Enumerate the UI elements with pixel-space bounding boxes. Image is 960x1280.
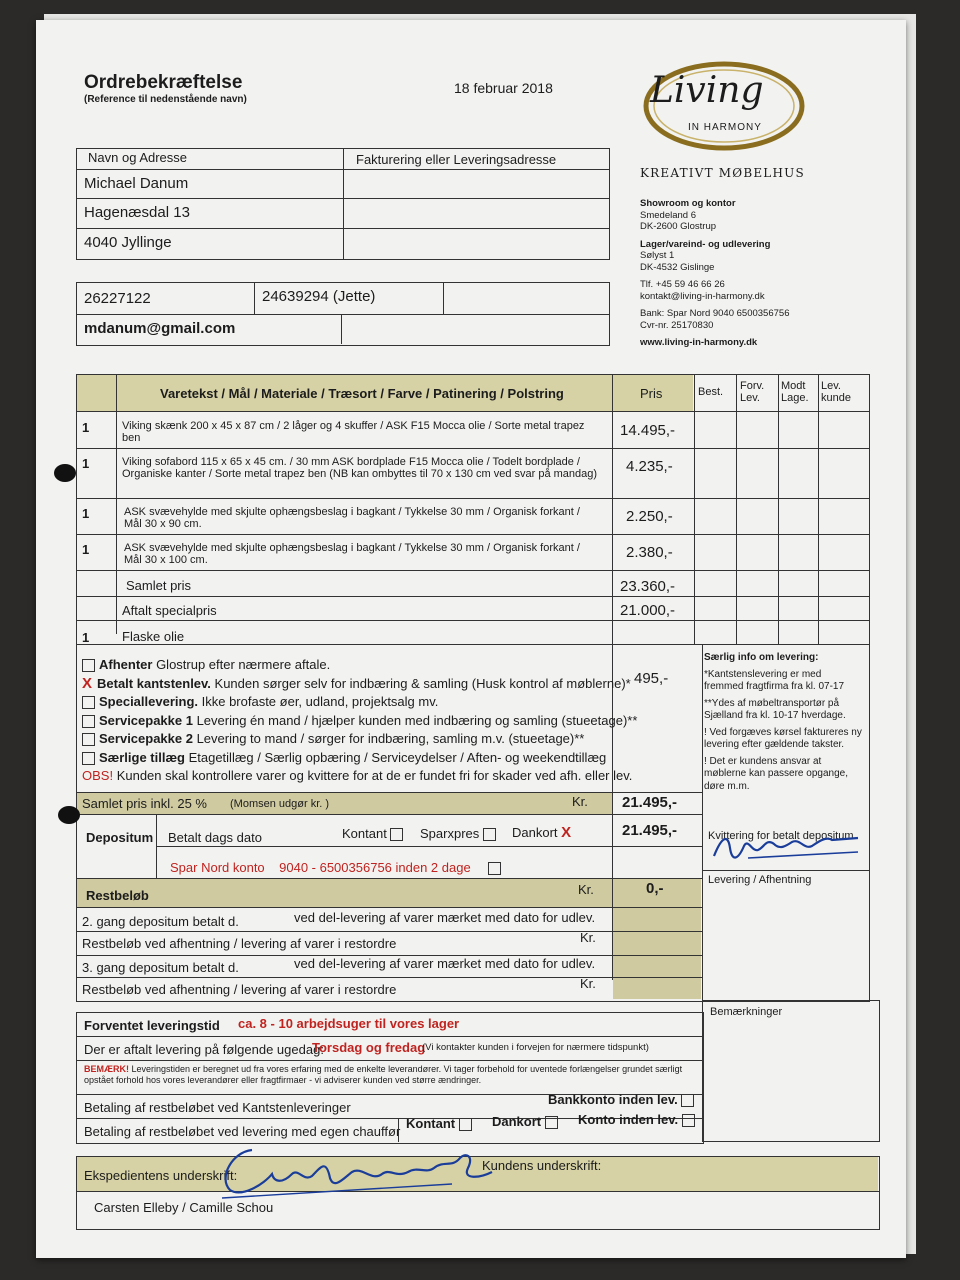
remarks-box (702, 1000, 880, 1142)
customer-name: Michael Danum (84, 175, 189, 192)
item-1-text: Viking skænk 200 x 45 x 87 cm / 2 låger og 4 skuffer / ASK F15 Mocca olie / Sorte metal trapez ben (122, 420, 585, 444)
aftalt-specialpris-label: Aftalt specialpris (122, 603, 217, 618)
company-website: www.living-in-harmony.dk (640, 337, 758, 348)
option-checked-x-mark: X (82, 674, 93, 692)
samlet-pris-value: 23.360,- (620, 578, 676, 595)
sparnord-checkbox[interactable] (488, 862, 501, 875)
payment-curb-label: Betaling af restbeløbet ved Kantstenleveringer (84, 1100, 351, 1115)
logo-word: Living (650, 70, 764, 111)
deposit-kontant-checkbox[interactable] (390, 828, 403, 841)
delivery-info-title: Særlig info om levering: (704, 652, 819, 663)
deposit-sparxpres-checkbox[interactable] (483, 828, 496, 841)
obs-note: OBS! Kunden skal kontrollere varer og kvittere for at de er fundet fri for skader ved afh. eller lev. (82, 768, 633, 783)
company-bank: Bank: Spar Nord 9040 6500356756 (640, 308, 790, 319)
deposit-kontant[interactable]: Kontant (342, 826, 407, 841)
option-servicepakke-2-checkbox[interactable] (82, 733, 95, 746)
deposit-receipt-label: Kvittering for betalt depositum (708, 830, 854, 842)
expected-delivery-label: Forventet leveringstid (84, 1018, 220, 1033)
customer-phone-2: 24639294 (Jette) (262, 288, 376, 305)
item-2-price: 4.235,- (626, 458, 673, 475)
option-servicepakke-1[interactable]: Servicepakke 1 Levering én mand / hjælper kunden med indbæring og samling (stueetage)** (82, 712, 637, 731)
customer-phone-1: 26227122 (84, 290, 151, 307)
payment-konto-checkbox[interactable] (682, 1114, 695, 1127)
deposit-sparxpres[interactable]: Sparxpres (420, 826, 500, 841)
moms-label: Samlet pris inkl. 25 % (82, 796, 207, 811)
deposit-label: Depositum (86, 830, 154, 845)
delivery-price: 495,- (634, 670, 669, 687)
payment-dankort-checkbox[interactable] (545, 1116, 558, 1129)
rest-row-2-kr: Kr. (580, 930, 596, 945)
rest-kr: Kr. (578, 882, 594, 897)
weekday-label: Der er aftalt levering på følgende ugedag: (84, 1042, 324, 1057)
company-contact-block (640, 198, 789, 349)
delivery-note: BEMÆRK! Leveringstiden er beregnet ud fra vores erfaring med de enkelte leverandører. Vi tager forbehold for uventede forlængelser grundet særligt opstået forhold hos vores leverandører eller fragtfirmaer - vi adviserer kunden ved større ændringer. (84, 1064, 683, 1085)
rest-row-3a: 3. gang depositum betalt d. (82, 960, 239, 975)
flaske-olie-label: Flaske olie (122, 629, 185, 644)
document-title: Ordrebekræftelse (84, 72, 243, 93)
aftalt-specialpris-value: 21.000,- (620, 602, 676, 619)
handover-label: Levering / Afhentning (708, 874, 812, 886)
seller-names: Carsten Elleby / Camille Schou (94, 1200, 274, 1215)
items-header-best: Best. (698, 386, 724, 398)
customer-city: 4040 Jyllinge (84, 234, 172, 251)
name-address-label: Navn og Adresse (88, 150, 188, 165)
items-header-description: Varetekst / Mål / Materiale / Træsort / Farve / Patinering / Polstring (160, 386, 564, 401)
item-1-qty: 1 (82, 420, 90, 435)
payment-konto-option[interactable]: Konto inden lev. (578, 1112, 699, 1127)
rest-value: 0,- (646, 880, 664, 897)
order-confirmation-sheet (36, 20, 906, 1258)
seller-signature-label: Ekspedientens underskrift: (84, 1168, 238, 1183)
item-2-qty: 1 (82, 456, 90, 471)
punch-hole-upper (54, 464, 76, 482)
moms-kr: Kr. (572, 794, 588, 809)
option-afhenter[interactable]: Afhenter Glostrup efter nærmere aftale. (82, 656, 637, 675)
delivery-info-4: ! Det er kundens ansvar at møblerne kan passere opgange, døre m.m. (704, 755, 848, 792)
option-afhenter-checkbox[interactable] (82, 659, 95, 672)
items-header-levkunde: Lev. kunde (821, 380, 851, 404)
warehouse-line-2: DK-4532 Gislinge (640, 261, 715, 273)
payment-driver-label: Betaling af restbeløbet ved levering med egen chauffør (84, 1124, 401, 1139)
showroom-line-1: Smedeland 6 (640, 209, 696, 221)
items-header-forv: Forv. Lev. (740, 380, 765, 404)
living-in-harmony-logo (632, 48, 812, 158)
deposit-value: 21.495,- (622, 822, 678, 839)
rest-row-1b: ved del-levering af varer mærket med dato for udlev. (294, 910, 596, 925)
delivery-info-2: **Ydes af møbeltransportør på Sjælland fra kl. 10-17 hverdage. (704, 697, 846, 721)
customer-email: mdanum@gmail.com (84, 320, 236, 337)
seller-signature (212, 1138, 502, 1202)
moms-note: (Momsen udgør kr. ) (230, 798, 330, 810)
moms-total: 21.495,- (622, 794, 678, 811)
billing-address-label: Fakturering eller Leveringsadresse (356, 152, 557, 167)
option-servicepakke-1-checkbox[interactable] (82, 715, 95, 728)
company-phone: Tlf. +45 59 46 66 26 (640, 279, 725, 290)
option-saerlige-tillaeg-checkbox[interactable] (82, 752, 95, 765)
payment-kontant-option[interactable]: Kontant (406, 1116, 476, 1131)
item-4-qty: 1 (82, 542, 90, 557)
delivery-info-3: ! Ved forgæves kørsel faktureres ny levering efter gældende takster. (704, 726, 862, 750)
company-email: kontakt@living-in-harmony.dk (640, 290, 765, 302)
bankkonto-checkbox[interactable] (681, 1094, 694, 1107)
rest-row-1a: 2. gang depositum betalt d. (82, 914, 239, 929)
delivery-options (82, 656, 637, 786)
rest-row-3b: ved del-levering af varer mærket med dato for udlev. (294, 956, 596, 971)
samlet-pris-label: Samlet pris (126, 578, 192, 593)
rest-row-2: Restbeløb ved afhentning / levering af varer i restordre (82, 936, 397, 951)
rest-label: Restbeløb (86, 888, 149, 903)
rest-row-4: Restbeløb ved afhentning / levering af varer i restordre (82, 982, 397, 997)
punch-hole-lower (58, 806, 80, 824)
customer-signature-label: Kundens underskrift: (482, 1158, 602, 1173)
company-cvr: Cvr-nr. 25170830 (640, 319, 714, 331)
items-header-price: Pris (640, 386, 663, 401)
delivery-info-block (704, 652, 862, 793)
sparnord-label: Spar Nord konto (170, 860, 265, 875)
flaske-olie-qty: 1 (82, 630, 90, 645)
logo-subtitle: IN HARMONY (688, 122, 762, 133)
item-3-text: ASK svævehylde med skjulte ophængsbeslag i bagkant / Tykkelse 30 mm / Organisk forkant / Mål 30 x 90 cm. (124, 506, 580, 530)
option-betalt-kantstenlev[interactable]: X Betalt kantstenlev. Kunden sørger selv for indbæring & samling (Husk kontrol af møblerne)* (82, 674, 631, 692)
items-header-modt: Modt Lage. (781, 380, 809, 404)
item-4-text: ASK svævehylde med skjulte ophængsbeslag i bagkant / Tykkelse 30 mm / Organisk forkant / Mål 30 x 100 cm. (124, 542, 580, 566)
option-servicepakke-2[interactable]: Servicepakke 2 Levering to mand / sørger for indbæring, samling m.v. (stueetage)** (82, 730, 637, 749)
item-2-text: Viking sofabord 115 x 65 x 45 cm. / 30 mm ASK bordplade F15 Mocca olie / Todelt bordplade / Organiske kanter / Sorte metal trapez ben (NB kan ombyttes til 70 x 130 cm ved svar på mandag) (122, 456, 598, 480)
rest-row-4-kr: Kr. (580, 976, 596, 991)
item-4-price: 2.380,- (626, 544, 673, 561)
payment-kontant-checkbox[interactable] (459, 1118, 472, 1131)
deposit-paid-today: Betalt dags dato (168, 830, 262, 845)
payment-dankort-option[interactable]: Dankort (492, 1114, 562, 1129)
item-3-qty: 1 (82, 506, 90, 521)
document-subtitle: (Reference til nedenstående navn) (84, 94, 247, 105)
showroom-title: Showroom og kontor (640, 198, 736, 209)
customer-street: Hagenæsdal 13 (84, 204, 190, 221)
document-date: 18 februar 2018 (454, 80, 553, 96)
option-speciallevering-checkbox[interactable] (82, 696, 95, 709)
expected-delivery-value: ca. 8 - 10 arbejdsuger til vores lager (238, 1016, 460, 1031)
option-speciallevering[interactable]: Speciallevering. Ikke brofaste øer, udland, projektsalg mv. (82, 693, 637, 712)
weekday-value: Torsdag og fredag (312, 1040, 426, 1055)
item-3-price: 2.250,- (626, 508, 673, 525)
showroom-line-2: DK-2600 Glostrup (640, 221, 717, 232)
option-saerlige-tillaeg[interactable]: Særlige tillæg Etagetillæg / Særlig opbæring / Serviceydelser / Aften- og weekendtillæg (82, 749, 637, 768)
brand-tagline: KREATIVT MØBELHUS (640, 166, 805, 180)
deposit-dankort-x-mark: X (561, 824, 572, 841)
remarks-label: Bemærkninger (710, 1006, 783, 1018)
delivery-info-1: *Kantstenslevering er med fremmed fragtfirma fra kl. 07-17 (704, 668, 845, 692)
bankkonto-option[interactable]: Bankkonto inden lev. (548, 1092, 698, 1107)
item-1-price: 14.495,- (620, 422, 676, 439)
warehouse-line-1: Sølyst 1 (640, 250, 675, 261)
deposit-dankort[interactable]: Dankort X (512, 824, 572, 841)
sparnord-account: 9040 - 6500356756 inden 2 dage (279, 860, 471, 875)
receipt-signature (708, 826, 868, 870)
warehouse-title: Lager/vareind- og udlevering (640, 238, 771, 250)
weekday-note: (Vi kontakter kunden i forvejen for nærmere tidspunkt) (422, 1042, 649, 1053)
